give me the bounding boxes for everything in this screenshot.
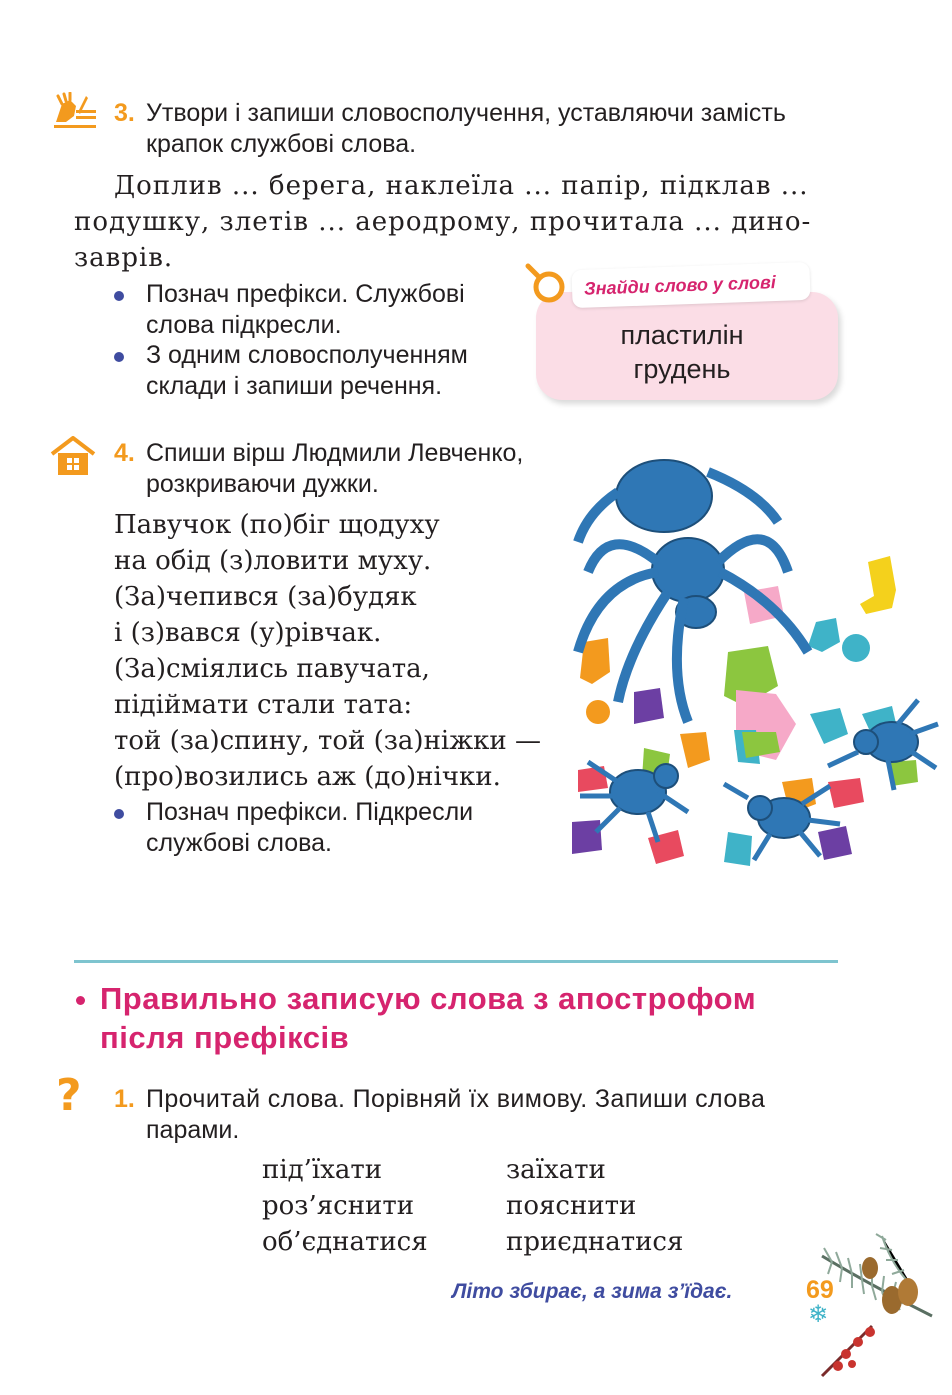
exercise-number: 3. <box>114 99 135 127</box>
task-line: Спиши вірш Людмили Левченко, <box>146 439 524 467</box>
word-pair-left: об’єднатися <box>262 1227 428 1257</box>
word-box-header-text: Знайди слово у слові <box>583 272 777 299</box>
footer-motto: Літо збирає, а зима з’їдає. <box>452 1280 733 1303</box>
bullet-text: Познач префікси. Підкресли <box>146 798 474 826</box>
writing-hand-icon <box>52 92 98 132</box>
poem-line: і (з)вався (у)рівчак. <box>114 618 382 648</box>
bullet-text: слова підкресли. <box>146 311 342 339</box>
word-pair-left: роз’яснити <box>262 1191 415 1221</box>
word-item: грудень <box>633 354 731 384</box>
bullet-dot <box>114 352 124 362</box>
poem-line: (За)сміялись павучата, <box>114 654 430 684</box>
exercise-text-line: заврів. <box>74 243 174 273</box>
bullet-text: склади і запиши речення. <box>146 372 443 400</box>
task-line: розкриваючи дужки. <box>146 470 379 498</box>
poem-line: той (за)спину, той (за)ніжки — <box>114 726 541 756</box>
exercise-text-line: подушку, злетів ... аеродрому, прочитала ... дино- <box>74 207 812 237</box>
task-line: парами. <box>146 1116 240 1144</box>
poem-line: підіймати стали тата: <box>114 690 413 720</box>
exercise-number: 4. <box>114 439 135 467</box>
section-title: після префіксів <box>100 1020 350 1055</box>
task-line: Прочитай слова. Порівняй їх вимову. Запиши слова <box>146 1085 766 1113</box>
page-number: 69 <box>806 1276 834 1304</box>
task-line: крапок службові слова. <box>146 130 417 158</box>
poem-line: (про)возились аж (до)нічки. <box>114 762 501 792</box>
bullet-text: З одним словосполученням <box>146 341 468 369</box>
word-pair-right: заїхати <box>506 1155 606 1185</box>
house-icon <box>50 436 96 476</box>
word-pair-right: приєднатися <box>506 1227 684 1257</box>
poem-line: Павучок (по)біг щодуху <box>114 510 440 540</box>
question-mark-icon: ? <box>56 1070 82 1121</box>
magnifier-icon <box>520 258 568 306</box>
bullet-text: службові слова. <box>146 829 332 857</box>
section-divider <box>74 960 838 963</box>
pine-branch-decoration <box>812 1226 948 1390</box>
sock-shapes <box>572 556 918 866</box>
bullet-dot <box>114 809 124 819</box>
poem-line: (За)чепився (за)будяк <box>114 582 417 612</box>
snowflake-icon: ❄ <box>808 1300 829 1328</box>
section-title: Правильно записую слова з апострофом <box>100 981 757 1016</box>
bullet-text: Познач префікси. Службові <box>146 280 465 308</box>
spiders-illustration <box>548 452 940 884</box>
section-bullet <box>76 996 85 1005</box>
word-item: пластилін <box>620 320 744 350</box>
poem-line: на обід (з)ловити муху. <box>114 546 432 576</box>
word-pair-right: пояснити <box>506 1191 637 1221</box>
exercise-text-line: Доплив ... берега, наклеїла ... папір, підклав ... <box>114 171 809 201</box>
task-line: Утвори і запиши словосполучення, уставляючи замість <box>146 99 786 127</box>
word-pair-left: під’їхати <box>262 1155 383 1185</box>
exercise-number: 1. <box>114 1085 135 1113</box>
bullet-dot <box>114 291 124 301</box>
word-box <box>536 292 838 400</box>
